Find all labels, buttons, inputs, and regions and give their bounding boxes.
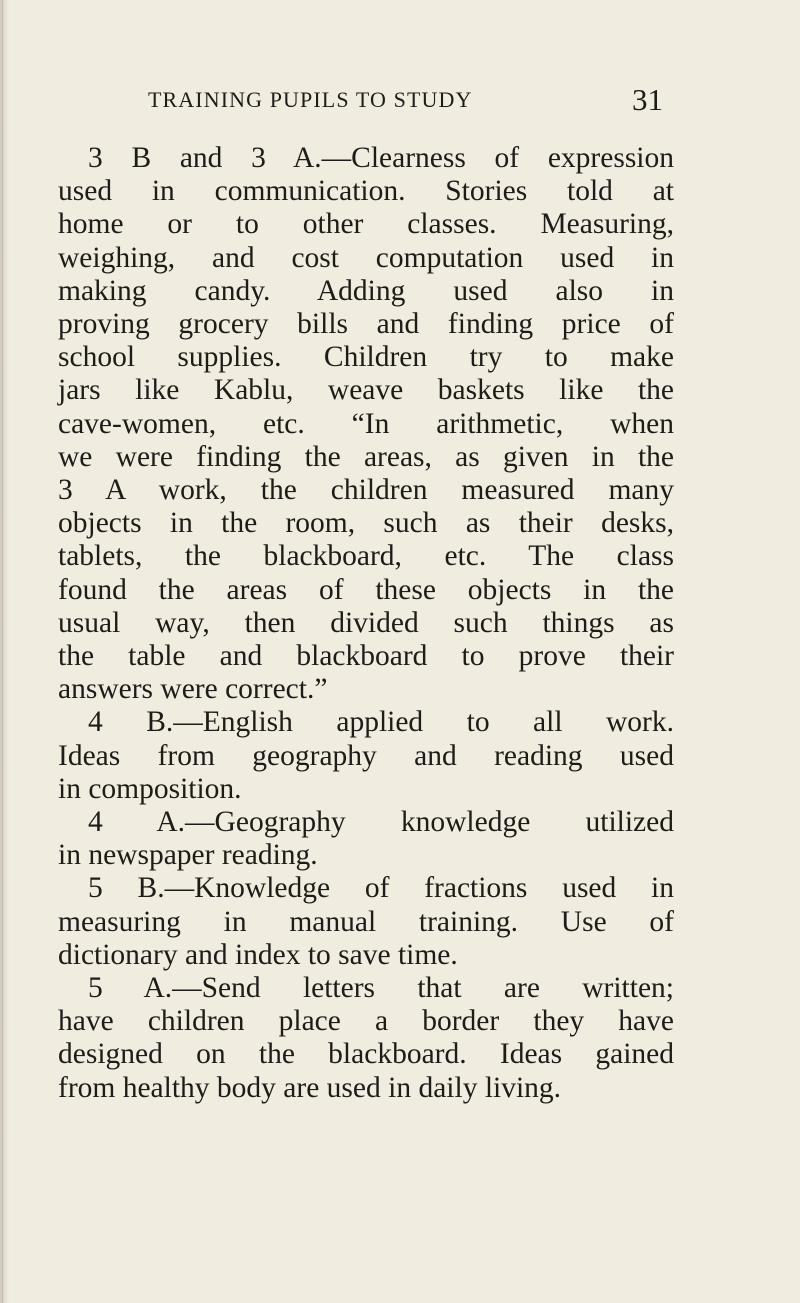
text-line: used in communication. Stories told at <box>58 175 674 208</box>
text-line: home or to other classes. Measuring, <box>58 208 674 241</box>
text-line: school supplies. Children try to make <box>58 341 674 374</box>
text-line: measuring in manual training. Use of <box>58 905 674 938</box>
running-head: TRAINING PUPILS TO STUDY <box>148 87 473 112</box>
page-header <box>148 82 663 120</box>
text-line: Ideas from geography and reading used <box>58 739 674 772</box>
text-line: proving grocery bills and finding price of <box>58 308 674 341</box>
text-line: making candy. Adding used also in <box>58 274 674 307</box>
paragraph-4a-line: 4 A.—Geography knowledge utilized <box>88 806 674 839</box>
page-binding-edge <box>0 0 9 1303</box>
page-number: 31 <box>632 82 663 117</box>
paragraph-3b-3a-line: 3 B and 3 A.—Clearness of expression <box>88 142 674 174</box>
text-line: we were finding the areas, as given in the <box>58 440 674 473</box>
text-line: 3 A work, the children measured many <box>58 474 674 507</box>
paragraph-5b-line: 5 B.—Knowledge of fractions used in <box>88 872 674 905</box>
text-line: cave-women, etc. “In arithmetic, when <box>58 407 674 440</box>
text-line: objects in the room, such as their desks, <box>58 507 674 540</box>
text-line: in composition. <box>58 772 242 805</box>
text-line: dictionary and index to save time. <box>58 938 458 971</box>
text-line: found the areas of these objects in the <box>58 573 674 606</box>
paragraph-5a-line: 5 A.—Send letters that are written; <box>88 972 674 1005</box>
text-line: designed on the blackboard. Ideas gained <box>58 1038 674 1071</box>
text-line: weighing, and cost computation used in <box>58 241 674 274</box>
paragraph-4b-line: 4 B.—English applied to all work. <box>88 706 674 739</box>
text-line: jars like Kablu, weave baskets like the <box>58 374 674 407</box>
text-line: in newspaper reading. <box>58 839 318 872</box>
text-line: usual way, then divided such things as <box>58 606 674 639</box>
text-line: from healthy body are used in daily living. <box>58 1071 562 1104</box>
text-line: have children place a border they have <box>58 1005 674 1038</box>
text-line: answers were correct.” <box>58 673 328 706</box>
text-line: the table and blackboard to prove their <box>58 640 674 673</box>
text-line: tablets, the blackboard, etc. The class <box>58 540 674 573</box>
body-text <box>58 142 674 1105</box>
